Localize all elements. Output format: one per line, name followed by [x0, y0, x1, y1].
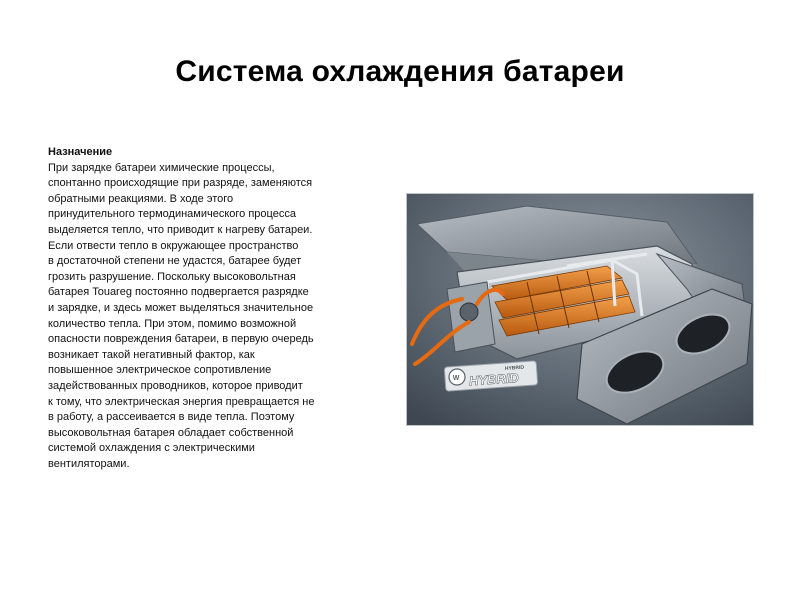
slide-title: Система охлаждения батареи [175, 55, 625, 88]
body-line: опасности повреждения батареи, в первую очередь [48, 333, 314, 346]
body-line: спонтанно происходящие при разряде, заменяются [48, 177, 313, 190]
svg-text:W: W [452, 375, 460, 382]
badge-main-text: HYBRID [468, 370, 520, 389]
body-line: к тому, что электрическая энергия превращается не [48, 395, 315, 408]
body-line: системой охлаждения с электрическими [48, 442, 255, 455]
body-line: грозить разрушение. Поскольку высоковольтная [48, 270, 296, 283]
body-line: обратными реакциями. В ходе этого [48, 192, 234, 205]
body-text [48, 145, 388, 472]
body-line: в работу, а рассеивается в виде тепла. Поэтому [48, 411, 295, 424]
battery-illustration [406, 193, 754, 426]
body-line: При зарядке батареи химические процессы, [48, 161, 275, 174]
body-line: выделяется тепло, что приводит к нагреву батареи. [48, 223, 313, 236]
badge-top-text: HYBRID [504, 364, 525, 372]
section-heading: Назначение [48, 146, 113, 158]
body-line: повышенное электрическое сопротивление [48, 364, 272, 377]
body-line: в достаточной степени не удастся, батарее будет [48, 255, 302, 268]
body-line: количество тепла. При этом, помимо возможной [48, 317, 297, 330]
body-line: принудительного термодинамического процесса [48, 208, 296, 221]
body-line: возникает такой негативный фактор, как [48, 348, 255, 361]
body-line: высоковольтная батарея обладает собственной [48, 426, 294, 439]
connector-icon [460, 303, 478, 321]
body-line: Если отвести тепло в окружающее пространство [48, 239, 299, 252]
body-line: вентиляторами. [48, 457, 130, 470]
body-line: и зарядке, и здесь может выделяться значительное [48, 301, 314, 314]
body-line: задействованных проводников, которое приводит [48, 379, 303, 392]
body-line: батарея Touareg постоянно подвергается разрядке [48, 286, 309, 299]
